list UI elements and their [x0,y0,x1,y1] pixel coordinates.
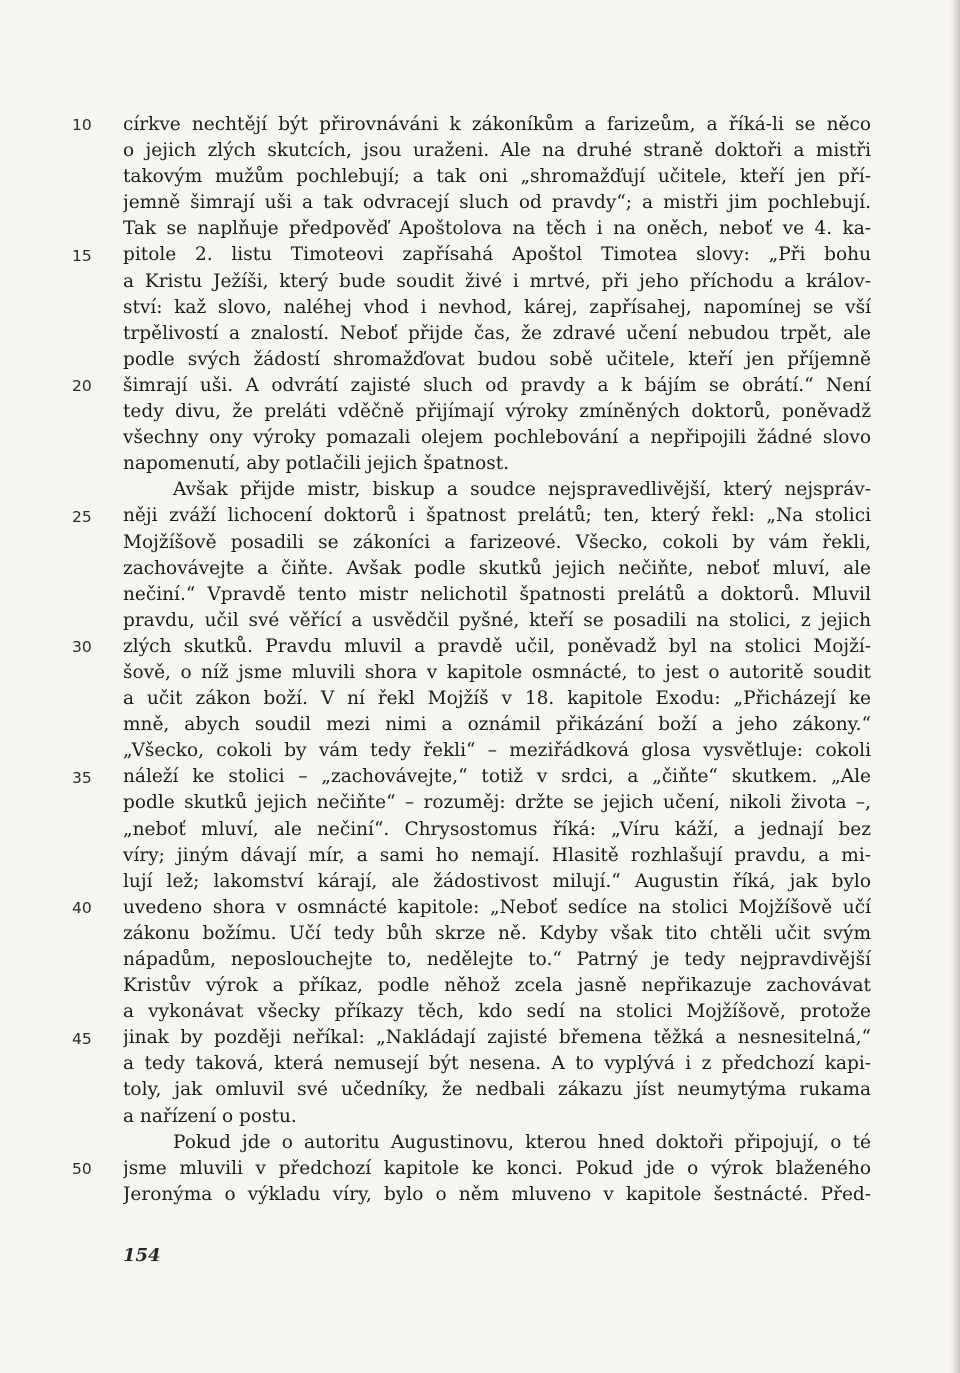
text-line: nápadům, neposlouchejte to, nedělejte to.“ Patrný je tedy nejpravdivější [123,949,871,970]
line-number-20: 20 [72,377,92,395]
line-number-25: 25 [72,507,92,526]
line-number-50: 50 [72,1160,92,1178]
text-line: uvedeno shora v osmnácté kapitole: „Neboť sedíce na stolici Mojžíšově učí [123,896,871,918]
text-line: církve nechtějí být přirovnáváni k zákoníkům a farizeům, a říká-li se něco [123,114,871,135]
text-line: pitole 2. listu Timoteovi zapřísahá Apoštol Timotea slovy: „Při bohu [123,244,871,266]
text-line: jinak by později neříkal: „Nakládají zajisté břemena těžká a nesnesitelná,“ [123,1027,871,1049]
text-line: jsme mluvili v předchozí kapitole ke konci. Pokud jde o výrok blaženého [123,1157,871,1179]
text-line: Avšak přijde mistr, biskup a soudce nejspravedlivější, který nejspráv- [173,479,871,501]
text-line: toly, jak omluvil své učedníky, že nedbali zákazu jíst neumytýma rukama [123,1079,871,1101]
text-line: něji zváží lichocení doktorů i špatnost prelátů; ten, který řekl: „Na stolici [123,505,871,527]
line-number-40: 40 [72,899,92,917]
text-line: tedy divu, že preláti vděčně přijímají výroky zmíněných doktorů, poněvadž [123,401,871,423]
text-line: a učit zákon boží. V ní řekl Mojžíš v 18. kapitole Exodu: „Přicházejí ke [123,688,871,710]
text-line: pravdu, učil své věřící a usvědčil pyšné, kteří se posadili na stolici, z jejich [123,609,871,631]
text-line: „Všecko, cokoli by vám tedy řekli“ – meziřádková glosa vysvětluje: cokoli [123,740,871,762]
text-line: Kristův výrok a příkaz, podle něhož zcela jasně nepřikazuje zachovávat [123,975,871,997]
text-line: a tedy taková, která nemusejí být nesena. A to vyplývá i z předchozí kapi- [123,1053,871,1075]
text-line: takovým mužům pochlebují; a tak oni „shromažďují učitele, kteří jen pří- [123,166,871,188]
text-line: trpělivostí a znalostí. Neboť přijde čas, že zdravé učení nebudou trpět, ale [123,322,871,344]
body-text [123,112,871,1208]
text-line: nečiní.“ Vpravdě tento mistr nelichotil špatnosti prelátů a doktorů. Mluvil [123,583,871,605]
text-line: ství: kaž slovo, naléhej vhod i nevhod, kárej, zapřísahej, napomínej se vší [123,296,871,318]
line-number-30: 30 [72,638,92,656]
text-line: zlých skutků. Pravdu mluvil a pravdě učil, poněvadž byl na stolici Mojží- [123,635,871,657]
text-line: Mojžíšově posadili se zákoníci a farizeové. Všecko, cokoli by vám řekli, [123,531,871,553]
line-number-15: 15 [72,246,92,265]
text-line: Pokud jde o autoritu Augustinovu, kterou hned doktoři připojují, o té [173,1131,871,1153]
text-line: víry; jiným dávají mír, a sami ho nemají. Hlasitě rozhlašují pravdu, a mi- [123,844,871,866]
text-line: a nařízení o postu. [123,1105,297,1127]
text-line: Jeronýma o výkladu víry, bylo o něm mluveno v kapitole šestnácté. Před- [123,1183,871,1205]
text-line: „neboť mluví, ale nečiní“. Chrysostomus říká: „Víru káží, a jednají bez [123,818,871,840]
text-line: podle skutků jejich nečiňte“ – rozuměj: držte se jejich učení, nikoli života –, [123,792,871,814]
line-number-45: 45 [72,1029,92,1048]
text-line: mně, abych soudil mezi nimi a oznámil přikázání boží a jeho zákony.“ [123,714,871,736]
text-line: napomenutí, aby potlačili jejich špatnost. [123,453,510,475]
text-line: šimrají uši. A odvrátí zajisté sluch od pravdy a k bájím se obrátí.“ Není [123,374,871,396]
text-line: a Kristu Ježíši, který bude soudit živé i mrtvé, při jeho příchodu a králov- [123,270,871,292]
text-line: zachovávejte a čiňte. Avšak podle skutků jejich nečiňte, neboť mluví, ale [123,557,871,579]
text-line: šově, o níž jsme mluvili shora v kapitole osmnácté, to jest o autoritě soudit [123,661,871,683]
line-number-10: 10 [72,116,92,134]
text-line: lují lež; lakomství kárají, ale žádostivost milují.“ Augustin říká, jak bylo [123,870,871,892]
text-line: o jejich zlých skutcích, jsou uraženi. Ale na druhé straně doktoři a mistři [123,140,871,162]
text-line: všechny ony výroky pomazali olejem pochlebování a nepřipojili žádné slovo [123,427,871,449]
line-number-35: 35 [72,768,92,787]
scan-edge-shadow [950,0,960,1373]
page-number: 154 [123,1245,161,1266]
text-line: podle svých žádostí shromažďovat budou sobě učitele, kteří jen příjemně [123,348,871,370]
text-line: zákonu božímu. Učí tedy bůh skrze ně. Kdyby však tito chtěli učit svým [123,922,871,944]
text-line: jemně šimrají uši a tak odvracejí sluch od pravdy“; a mistři jim pochlebují. [123,192,871,214]
text-line: a vykonávat všecky příkazy těch, kdo sedí na stolici Mojžíšově, protože [123,1001,871,1023]
text-line: náleží ke stolici – „zachovávejte,“ totiž v srdci, a „čiňte“ skutkem. „Ale [123,766,871,788]
text-line: Tak se naplňuje předpověď Apoštolova na těch i na oněch, neboť ve 4. ka- [123,218,871,240]
